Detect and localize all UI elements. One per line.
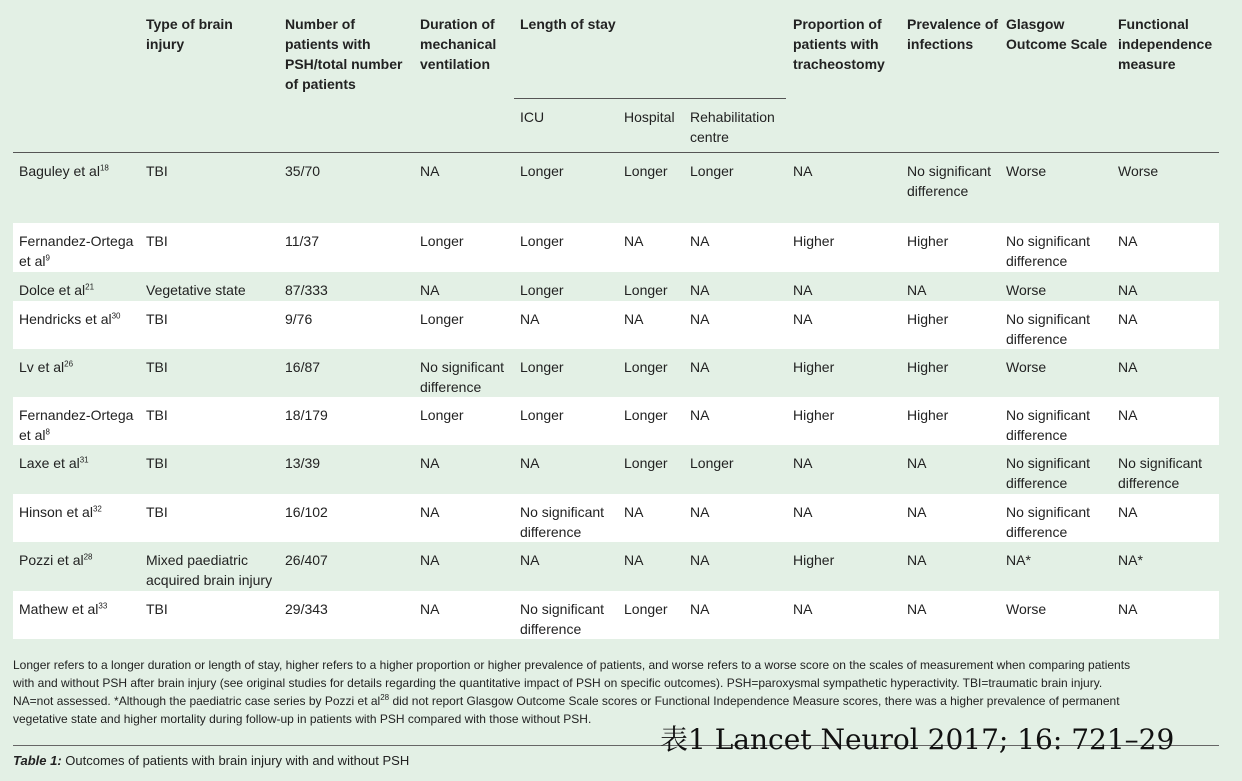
- cell-inf: NA: [907, 504, 927, 520]
- footnote-line-4: vegetative state and higher mortality during follow-up in patients with PSH compared with those without PSH.: [13, 712, 592, 726]
- header-type: Type of brain injury: [146, 16, 233, 52]
- cell-inf: NA: [907, 552, 927, 568]
- table-row: [13, 153, 1219, 223]
- cell-icu: NA: [520, 311, 540, 327]
- cell-vent: NA: [420, 552, 440, 568]
- cell-hospital: NA: [624, 552, 644, 568]
- cell-hospital: Longer: [624, 163, 668, 179]
- cell-vent: Longer: [420, 233, 464, 249]
- cell-hospital: Longer: [624, 455, 668, 471]
- cell-fim: NA: [1118, 233, 1138, 249]
- table-footnote: [13, 656, 1223, 728]
- cell-gos: Worse: [1006, 359, 1047, 375]
- subheader-icu: ICU: [520, 109, 545, 125]
- table-row: [13, 542, 1219, 591]
- cell-rehab: Longer: [690, 455, 734, 471]
- header-ventilation: Duration of mechanical ventilation: [420, 16, 497, 72]
- cell-hospital: NA: [624, 504, 644, 520]
- cell-inf: NA: [907, 455, 927, 471]
- cell-trach: Higher: [793, 552, 835, 568]
- cell-study: Laxe et $al^{31}$: [19, 455, 89, 471]
- header-tracheostomy: Proportion of patients with tracheostomy: [793, 16, 885, 72]
- source-reference: 表1 Lancet Neurol 2017; 16: 721–29: [660, 723, 1175, 756]
- cell-icu: Longer: [520, 282, 564, 298]
- table-row: [13, 494, 1219, 542]
- footnote-line-2: with and without PSH after brain injury (see original studies for details regarding the quantitative impact of PSH on specific outcomes). PSH=paroxysmal sympathetic hyperactivity. TBI=traumatic brain injury.: [13, 676, 1103, 690]
- cell-patients: 11/37: [285, 233, 319, 249]
- cell-rehab: Longer: [690, 163, 734, 179]
- cell-gos: NA*: [1006, 552, 1031, 568]
- cell-study: Dolce et $al^{21}$: [19, 282, 95, 298]
- cell-patients: 26/407: [285, 552, 328, 568]
- cell-trach: NA: [793, 282, 813, 298]
- cell-type: Vegetative state: [146, 282, 246, 298]
- cell-rehab: NA: [690, 601, 710, 617]
- cell-study: Fernandez-Ortega et $al^9$: [19, 233, 134, 269]
- cell-inf: Higher: [907, 407, 949, 423]
- cell-rehab: NA: [690, 233, 710, 249]
- cell-fim: NA: [1118, 407, 1138, 423]
- cell-gos: No significant difference: [1006, 504, 1091, 540]
- cell-inf: No significant difference: [907, 163, 992, 199]
- header-length-of-stay: Length of stay: [520, 16, 616, 32]
- cell-type: TBI: [146, 233, 168, 249]
- cell-gos: Worse: [1006, 282, 1047, 298]
- table-row: [13, 397, 1219, 445]
- cell-inf: Higher: [907, 359, 949, 375]
- stay-group-divider: [514, 98, 786, 99]
- cell-rehab: NA: [690, 504, 710, 520]
- cell-icu: NA: [520, 455, 540, 471]
- cell-vent: Longer: [420, 407, 464, 423]
- cell-vent: No significant difference: [420, 359, 505, 395]
- cell-icu: Longer: [520, 163, 564, 179]
- cell-study: Baguley et $al^{18}$: [19, 163, 109, 179]
- table-caption: Table 1: Outcomes of patients with brain injury with and without PSH: [13, 753, 410, 768]
- cell-hospital: Longer: [624, 282, 668, 298]
- cell-icu: Longer: [520, 233, 564, 249]
- cell-patients: 13/39: [285, 455, 321, 471]
- cell-icu: NA: [520, 552, 540, 568]
- cell-gos: Worse: [1006, 163, 1047, 179]
- table-row: [13, 272, 1219, 301]
- header-infections: Prevalence of infections: [907, 16, 999, 52]
- cell-inf: NA: [907, 601, 927, 617]
- cell-type: TBI: [146, 163, 168, 179]
- cell-fim: NA: [1118, 359, 1138, 375]
- table-row: [13, 349, 1219, 397]
- cell-fim: NA*: [1118, 552, 1143, 568]
- cell-gos: No significant difference: [1006, 311, 1091, 347]
- cell-fim: NA: [1118, 311, 1138, 327]
- cell-rehab: NA: [690, 311, 710, 327]
- cell-inf: Higher: [907, 233, 949, 249]
- cell-type: TBI: [146, 407, 168, 423]
- cell-rehab: NA: [690, 359, 710, 375]
- table-row: [13, 591, 1219, 639]
- subheader-hospital: Hospital: [624, 109, 675, 125]
- cell-icu: No significant difference: [520, 504, 605, 540]
- cell-icu: Longer: [520, 359, 564, 375]
- header-patients: Number of patients with PSH/total number of patients: [285, 16, 403, 92]
- cell-trach: Higher: [793, 407, 835, 423]
- subheader-rehab: Rehabilitation centre: [690, 109, 775, 145]
- cell-trach: NA: [793, 311, 813, 327]
- cell-study: Hinson et $al^{32}$: [19, 504, 102, 520]
- cell-hospital: NA: [624, 233, 644, 249]
- cell-trach: NA: [793, 163, 813, 179]
- cell-type: TBI: [146, 311, 168, 327]
- cell-trach: Higher: [793, 359, 835, 375]
- cell-patients: 16/102: [285, 504, 328, 520]
- header-gos: Glasgow Outcome Scale: [1006, 16, 1108, 52]
- cell-hospital: Longer: [624, 601, 668, 617]
- header-fim: Functional independence measure: [1118, 16, 1213, 72]
- cell-rehab: NA: [690, 282, 710, 298]
- cell-trach: NA: [793, 504, 813, 520]
- cell-study: Mathew et $al^{33}$: [19, 601, 108, 617]
- cell-type: TBI: [146, 504, 168, 520]
- cell-type: TBI: [146, 455, 168, 471]
- cell-patients: 35/70: [285, 163, 321, 179]
- cell-vent: NA: [420, 504, 440, 520]
- cell-vent: NA: [420, 163, 440, 179]
- cell-study: Fernandez-Ortega et $al^8$: [19, 407, 134, 443]
- cell-study: Pozzi et $al^{28}$: [19, 552, 93, 568]
- cell-vent: NA: [420, 282, 440, 298]
- cell-hospital: NA: [624, 311, 644, 327]
- cell-hospital: Longer: [624, 359, 668, 375]
- footnote-line-3: NA=not assessed. *Although the paediatric case series by Pozzi et $al^{28}$ did not report Glasgow Outcome Scale scores or Functional Independence Measure scores, there was a higher prevalence of permanent: [13, 693, 1120, 708]
- cell-fim: NA: [1118, 282, 1138, 298]
- cell-study: Lv et $al^{26}$: [19, 359, 74, 375]
- cell-inf: NA: [907, 282, 927, 298]
- cell-hospital: Longer: [624, 407, 668, 423]
- cell-icu: No significant difference: [520, 601, 605, 637]
- cell-fim: NA: [1118, 504, 1138, 520]
- cell-inf: Higher: [907, 311, 949, 327]
- cell-patients: 16/87: [285, 359, 321, 375]
- cell-trach: Higher: [793, 233, 835, 249]
- cell-gos: No significant difference: [1006, 455, 1091, 491]
- table-row: [13, 301, 1219, 349]
- cell-vent: NA: [420, 601, 440, 617]
- cell-trach: NA: [793, 601, 813, 617]
- cell-rehab: NA: [690, 407, 710, 423]
- cell-patients: 9/76: [285, 311, 313, 327]
- table-row: [13, 445, 1219, 494]
- cell-icu: Longer: [520, 407, 564, 423]
- cell-patients: 87/333: [285, 282, 328, 298]
- cell-gos: No significant difference: [1006, 233, 1091, 269]
- cell-vent: Longer: [420, 311, 464, 327]
- footnote-line-1: Longer refers to a longer duration or length of stay, higher refers to a higher proportion or higher prevalence of patients, and worse refers to a worse score on the scales of measurement when comparing patients: [13, 658, 1131, 672]
- cell-patients: 18/179: [285, 407, 328, 423]
- cell-study: Hendricks et $al^{30}$: [19, 311, 121, 327]
- cell-vent: NA: [420, 455, 440, 471]
- table-row: [13, 223, 1219, 272]
- cell-trach: NA: [793, 455, 813, 471]
- cell-type: Mixed paediatric acquired brain injury: [146, 552, 273, 588]
- cell-type: TBI: [146, 359, 168, 375]
- cell-fim: No significant difference: [1118, 455, 1203, 491]
- cell-fim: Worse: [1118, 163, 1159, 179]
- cell-type: TBI: [146, 601, 168, 617]
- cell-gos: No significant difference: [1006, 407, 1091, 443]
- cell-rehab: NA: [690, 552, 710, 568]
- cell-patients: 29/343: [285, 601, 328, 617]
- cell-fim: NA: [1118, 601, 1138, 617]
- cell-gos: Worse: [1006, 601, 1047, 617]
